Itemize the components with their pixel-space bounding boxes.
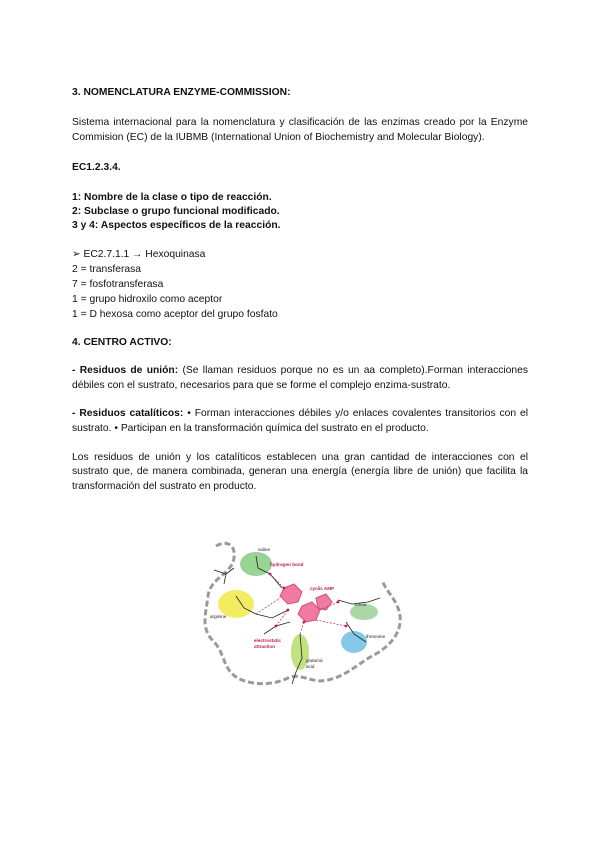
union-label: - Residuos de unión:	[72, 365, 179, 377]
example-line-1: ➢ EC2.7.1.1 → Hexoquinasa	[72, 249, 206, 261]
union-paragraph	[72, 364, 528, 393]
ec-bold-line-1: 1: Nombre de la clase o tipo de reacción.	[72, 192, 272, 204]
catalytic-paragraph	[72, 407, 528, 436]
label-serine: serine	[354, 602, 367, 607]
ec-bold-line-2: 2: Subclase o grupo funcional modificado.	[72, 206, 280, 218]
section3-heading: 3. NOMENCLATURA ENZYME-COMMISSION:	[72, 87, 291, 98]
section4-heading: 4. CENTRO ACTIVO:	[72, 337, 172, 349]
catalytic-label: - Residuos catalíticos:	[72, 408, 184, 420]
ec-code-heading: EC1.2.3.4.	[72, 162, 121, 174]
camp-ring-2	[298, 602, 320, 622]
active-site-figure	[196, 538, 408, 693]
active-site-diagram	[196, 538, 408, 693]
interaction-lines	[256, 574, 346, 634]
label-threonine: threonine	[366, 634, 386, 639]
example-line-4: 1 = grupo hidroxilo como aceptor	[72, 294, 223, 306]
label-electrostatic: electrostatic	[254, 638, 282, 643]
example-line-2: 2 = transferasa	[72, 264, 141, 276]
label-acid: acid	[306, 664, 315, 669]
label-valine: valine	[258, 547, 271, 552]
label-attraction: attraction	[254, 644, 275, 649]
camp-ring-3	[316, 594, 332, 610]
label-hydrogen-bond: hydrogen bond	[270, 562, 304, 567]
example-line-5: 1 = D hexosa como aceptor del grupo fosfato	[72, 309, 278, 321]
label-cyclic-amp: cyclic AMP	[310, 586, 335, 591]
example-line-3: 7 = fosfotransferasa	[72, 279, 164, 291]
label-arginine: arginine	[210, 614, 227, 619]
catalytic-text: • Forman interacciones débiles y/o enlaces covalentes transitorios con el sustrato. • Participan en la transformación química del sustrato en el producto.	[72, 408, 528, 434]
section3-intro: Sistema internacional para la nomenclatura y clasificación de las enzimas creado por la Enzyme Commision (EC) de la IUBMB (International Union of Biochemistry and Molecular Biology).	[72, 117, 528, 143]
label-glutamic: glutamic	[306, 658, 324, 663]
union-text: (Se llaman residuos porque no es un aa completo).Forman interacciones débiles con el sustrato, necesarios para que se forme el complejo enzima-sustrato.	[72, 365, 528, 391]
document-body	[72, 86, 528, 494]
ec-bold-line-3: 3 y 4: Aspectos específicos de la reacción.	[72, 220, 281, 232]
summary-paragraph: Los residuos de unión y los catalíticos establecen una gran cantidad de interacciones con el sustrato que, de manera combinada, generan una energía (energía libre de unión) que facilita la transformación del sustrato en producto.	[72, 451, 528, 492]
